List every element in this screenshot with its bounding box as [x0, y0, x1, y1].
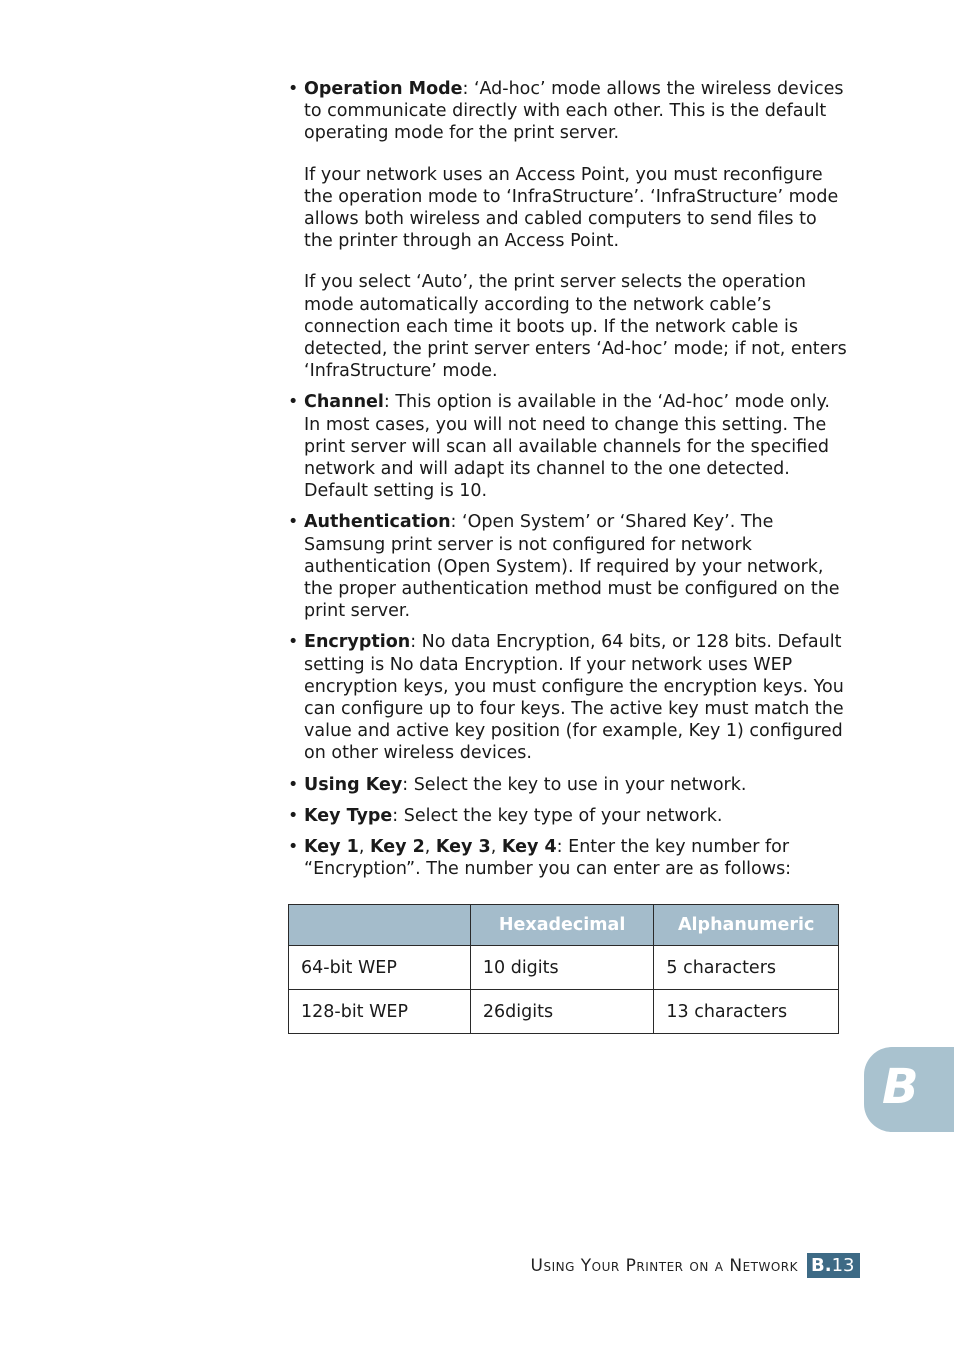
bullet-channel	[288, 391, 850, 502]
using-key-text: Using Key: Select the key to use in your network.	[304, 774, 747, 795]
bullet-key-type	[288, 805, 850, 827]
table-header-row	[289, 905, 839, 946]
table-header-cell: Alphanumeric	[654, 905, 839, 946]
operation-mode-para2: If your network uses an Access Point, you must reconfigure the operation mode to ‘InfraStructure’. ‘InfraStructure’ mode allows both wireless and cabled computers to send files to the printer through an Access Point.	[304, 164, 839, 252]
page-chapter: B.	[811, 1255, 832, 1276]
term-using-key: Using Key	[304, 774, 403, 795]
bullet-dot: •	[288, 632, 299, 653]
term-channel: Channel	[304, 392, 384, 413]
chapter-tab	[864, 1047, 954, 1132]
bullet-keys	[288, 836, 850, 880]
term-key-type: Key Type	[304, 805, 393, 826]
keys-text: Key 1, Key 2, Key 3, Key 4: Enter the key number for “Encryption”. The number you can enter are as follows:	[304, 837, 792, 880]
bullet-dot: •	[288, 774, 299, 795]
bullet-using-key	[288, 774, 850, 796]
table-row	[289, 990, 839, 1034]
table-cell: 26digits	[470, 990, 654, 1034]
bullet-operation-mode	[288, 78, 850, 382]
table-header-cell	[289, 905, 471, 946]
main-content	[288, 78, 850, 890]
bullet-dot: •	[288, 805, 299, 826]
term-authentication: Authentication	[304, 512, 451, 533]
key-length-table	[288, 904, 839, 1034]
term-key4: Key 4	[501, 837, 557, 858]
bullet-dot: •	[288, 79, 299, 99]
bullet-encryption	[288, 631, 850, 764]
table-cell: 10 digits	[470, 946, 654, 990]
table-header-cell: Hexadecimal	[470, 905, 654, 946]
encryption-text: Encryption: No data Encryption, 64 bits, or 128 bits. Default setting is No data Encryption. If your network uses WEP encryption keys, you must configure the encryption keys. You can configure up to four keys. The active key must match the value and active key position (for example, Key 1) configured on other wireless devices.	[304, 632, 844, 764]
bullet-dot: •	[288, 837, 299, 858]
term-encryption: Encryption	[304, 632, 411, 653]
table-cell: 13 characters	[654, 990, 839, 1034]
footer-title: Using Your Printer on a Network	[530, 1256, 798, 1276]
term-key3: Key 3	[435, 837, 491, 858]
channel-text: Channel: This option is available in the ‘Ad-hoc’ mode only. In most cases, you will not need to change this setting. The print server will scan all available channels for the specified network and will adapt its channel to the one detected. Default setting is 10.	[304, 392, 830, 502]
authentication-text: Authentication: ‘Open System’ or ‘Shared Key’. The Samsung print server is not configured for network authentication (Open System). If required by your network, the proper authentication method must be configured on the print server.	[304, 512, 840, 622]
table-row	[289, 946, 839, 990]
term-operation-mode: Operation Mode	[304, 79, 463, 99]
key-type-text: Key Type: Select the key type of your network.	[304, 805, 723, 826]
operation-mode-text: Operation Mode: ‘Ad-hoc’ mode allows the wireless devices to communicate directly with each other. This is the default operating mode for the print server.	[304, 79, 844, 144]
bullet-authentication	[288, 511, 850, 622]
bullet-dot: •	[288, 512, 299, 533]
chapter-tab-letter: B	[882, 1059, 919, 1115]
operation-mode-para3: If you select ‘Auto’, the print server selects the operation mode automatically according to the network cable’s connection each time it boots up. If the network cable is detected, the print server enters ‘Ad-hoc’ mode; if not, enters ‘InfraStructure’ mode.	[304, 272, 847, 382]
page-number: 13	[831, 1255, 855, 1276]
table-cell: 5 characters	[654, 946, 839, 990]
page-number-badge	[807, 1253, 860, 1278]
table-cell: 128-bit WEP	[289, 990, 471, 1034]
term-key2: Key 2	[369, 837, 425, 858]
bullet-dot: •	[288, 392, 299, 413]
term-key1: Key 1	[304, 837, 359, 858]
table-cell: 64-bit WEP	[289, 946, 471, 990]
